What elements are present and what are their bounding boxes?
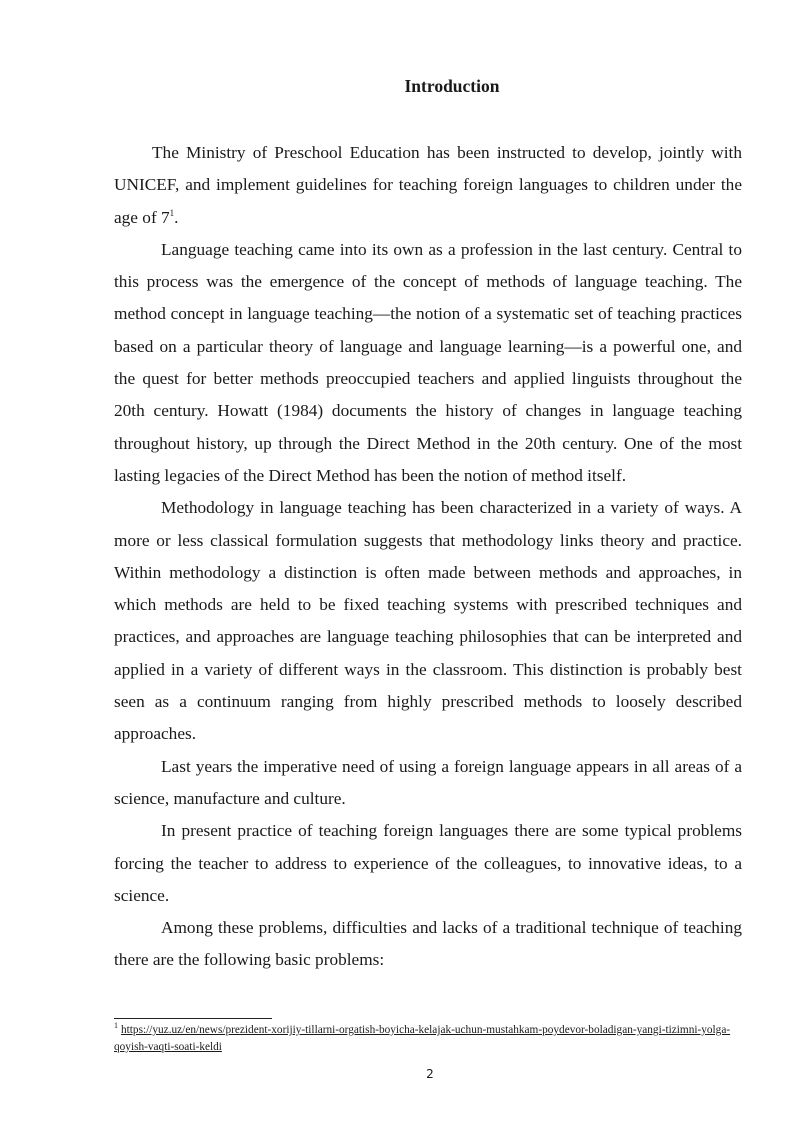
paragraph-2: Language teaching came into its own as a profession in the last century. Central to this process was the emergence of the concept of methods of language teaching. The method concept in language teaching—the notion of a systematic set of teaching practices based on a particular theory of language and language learning—is a powerful one, and the quest for better methods preoccupied teachers and applied linguists throughout the 20th century. Howatt (1984) documents the history of changes in language teaching throughout history, up through the Direct Method in the 20th century. One of the most lasting legacies of the Direct Method has been the notion of method itself. xyxy=(114,239,742,485)
paragraph-1-text: The Ministry of Preschool Education has been instructed to develop, jointly with UNICEF, and implement guidelines for teaching foreign languages to children under the age of 7 xyxy=(114,143,742,227)
paragraph-3: Methodology in language teaching has been characterized in a variety of ways. A more or less classical formulation suggests that methodology links theory and practice. Within methodology a distinction is often made between methods and approaches, in which methods are held to be fixed teaching systems with prescribed techniques and practices, and approaches are language teaching philosophies that can be interpreted and applied in a variety of different ways in the classroom. This distinction is probably best seen as a continuum ranging from highly prescribed methods to loosely described approaches. xyxy=(114,498,742,744)
paragraph-6: Among these problems, difficulties and lacks of a traditional technique of teaching there are the following basic problems: xyxy=(114,918,742,970)
footnote xyxy=(114,1022,742,1056)
paragraph-4: Last years the imperative need of using a foreign language appears in all areas of a science, manufacture and culture. xyxy=(114,756,742,808)
paragraph-1-end: . xyxy=(174,207,179,227)
page-number: 2 xyxy=(426,1067,434,1081)
paragraph-5: In present practice of teaching foreign languages there are some typical problems forcing the teacher to address to experience of the colleagues, to innovative ideas, to a science. xyxy=(114,821,742,905)
footnote-mark: 1 xyxy=(114,1021,118,1031)
footnote-divider xyxy=(114,1018,272,1019)
footnote-link[interactable]: https://yuz.uz/en/news/prezident-xorijiy-tillarni-orgatish-boyicha-kelajak-uchun-mustahkam-poydevor-boladigan-yangi-tizimni-yolga-qoyish-vaqti-soati-keldi xyxy=(114,1024,731,1053)
footnote-reference[interactable]: 1 xyxy=(169,207,175,218)
paragraph-1 xyxy=(114,137,742,234)
body-text xyxy=(114,137,742,977)
section-title: Introduction xyxy=(404,76,500,96)
